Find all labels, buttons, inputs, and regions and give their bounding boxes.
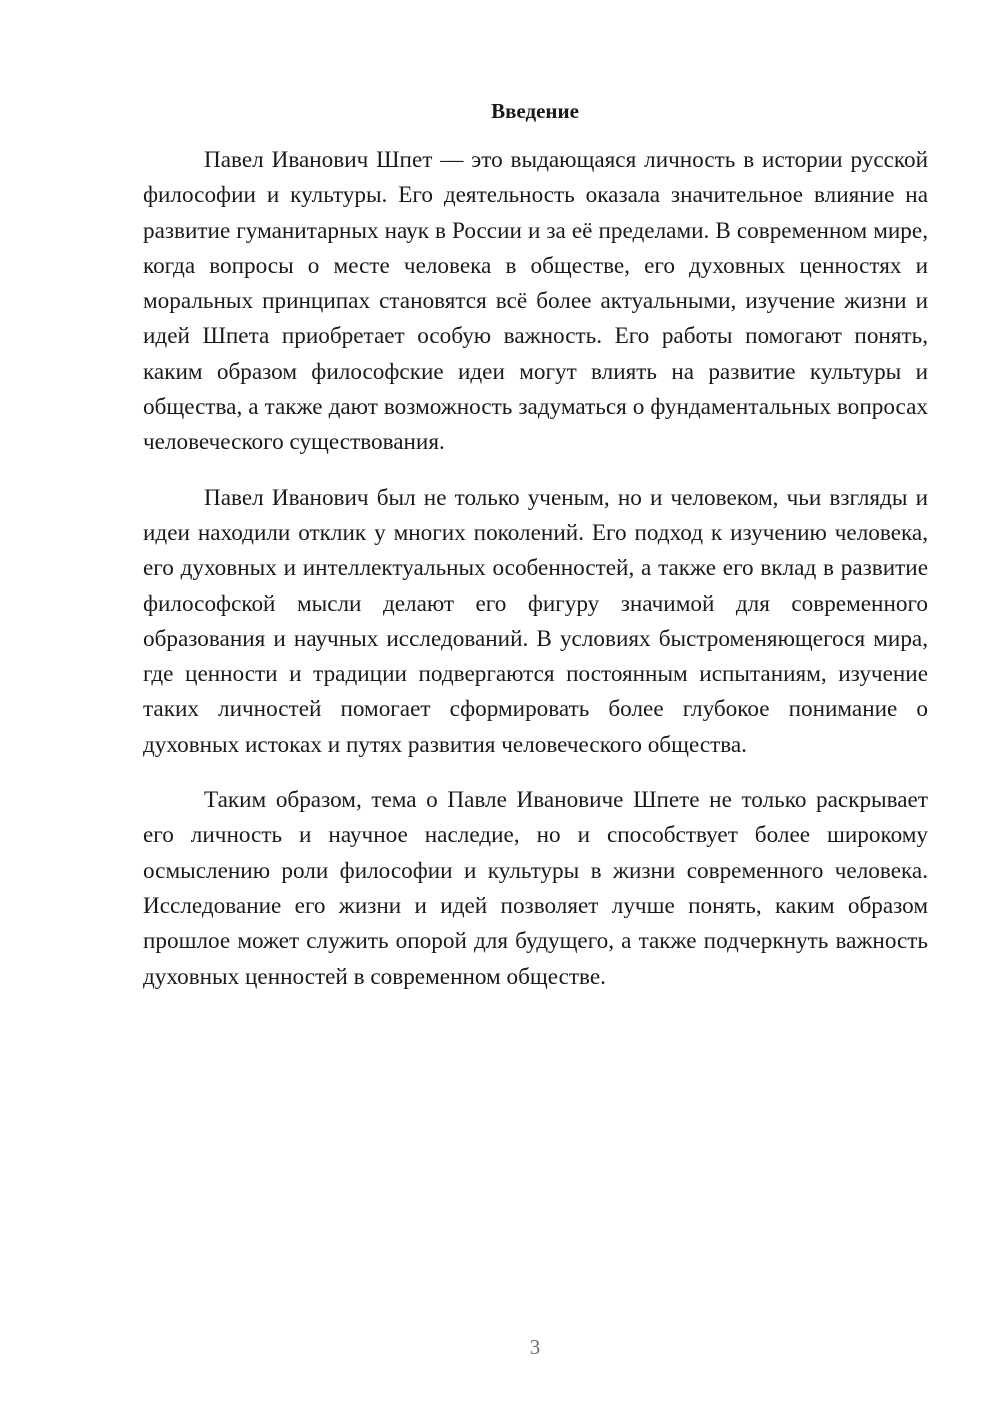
paragraph-3: Таким образом, тема о Павле Ивановиче Шпете не только раскрывает его личность и научное наследие, но и способствует более широкому осмыслению роли философии и культуры в жизни современного человека. Исследование его жизни и идей позволяет лучше понять, каким образом прошлое может служить опорой для будущего, а также подчеркнуть важность духовных ценностей в современном обществе. — [143, 787, 928, 990]
paragraph-2: Павел Иванович был не только ученым, но и человеком, чьи взгляды и идеи находили отклик у многих поколений. Его подход к изучению человека, его духовных и интеллектуальных особенностей, а также его вклад в развитие философской мысли делают его фигуру значимой для современного образования и научных исследований. В условиях быстроменяющегося мира, где ценности и традиции подвергаются постоянным испытаниям, изучение таких личностей помогает сформировать более глубокое понимание о духовных истоках и путях развития человеческого общества. — [143, 484, 928, 758]
page-number: 3 — [529, 1335, 541, 1359]
document-body — [143, 143, 928, 995]
section-heading: Введение — [491, 99, 579, 123]
paragraph-1: Павел Иванович Шпет — это выдающаяся личность в истории русской философии и культуры. Его деятельность оказала значительное влияние на развитие гуманитарных наук в России и за её пределами. В современном мире, когда вопросы о месте человека в обществе, его духовных ценностях и моральных принципах становятся всё более актуальными, изучение жизни и идей Шпета приобретает особую важность. Его работы помогают понять, каким образом философские идеи могут влиять на развитие культуры и общества, а также дают возможность задуматься о фундаментальных вопросах человеческого существования. — [143, 147, 928, 456]
